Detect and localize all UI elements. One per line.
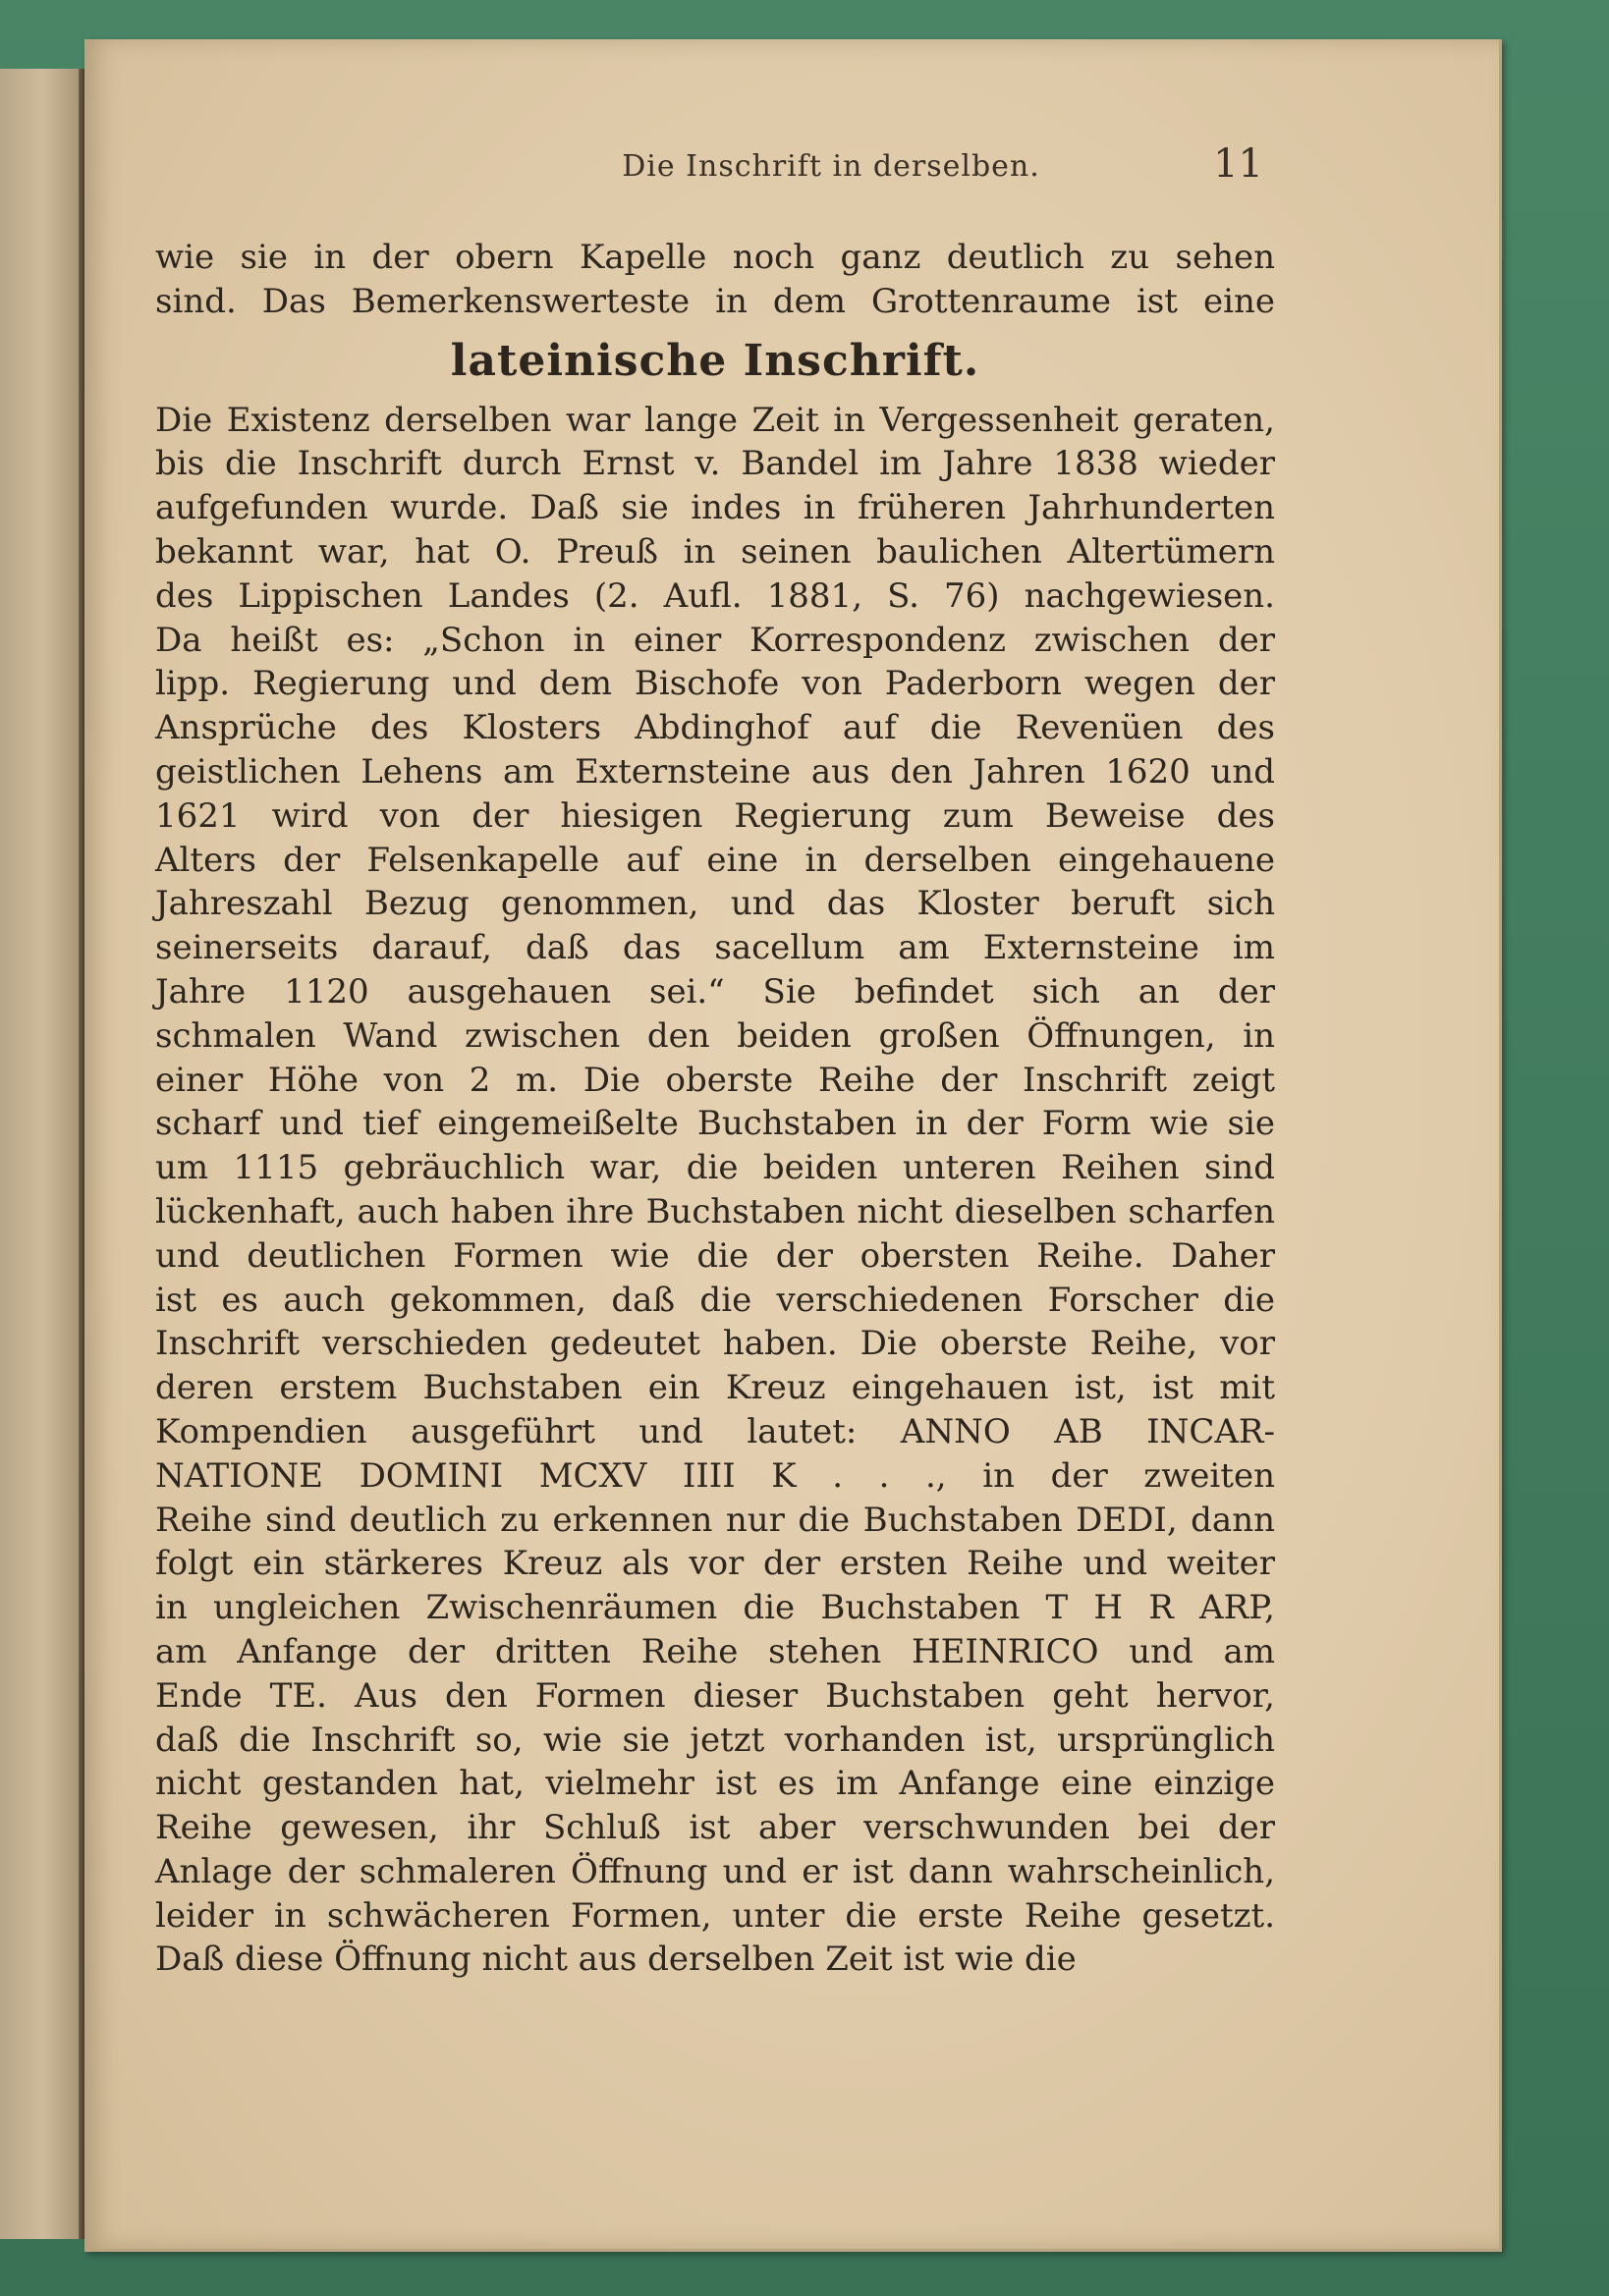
running-head: Die Inschrift in derselben. [622, 149, 1040, 184]
text-line: 1621 wird von der hiesigen Regierung zum Beweise des [155, 795, 1275, 836]
text-line: deren erstem Buchstaben ein Kreuz eingehauen ist, ist mit [155, 1368, 1275, 1408]
text-line: schmalen Wand zwischen den beiden großen Öffnungen, in [155, 1015, 1275, 1056]
text-line: sind. Das Bemerkenswerteste in dem Grottenraume ist eine [155, 281, 1275, 321]
previous-page-edge [0, 69, 81, 2239]
text-line: geistlichen Lehens am Externsteine aus den Jahren 1620 und [155, 751, 1275, 792]
text-line: folgt ein stärkeres Kreuz als vor der ersten Reihe und weiter [155, 1544, 1275, 1584]
text-line: Ende TE. Aus den Formen dieser Buchstaben geht hervor, [155, 1675, 1275, 1716]
text-line: Jahreszahl Bezug genommen, und das Kloster beruft sich [155, 884, 1275, 924]
text-line: um 1115 gebräuchlich war, die beiden unteren Reihen sind [155, 1148, 1275, 1188]
text-line: Inschrift verschieden gedeutet haben. Die oberste Reihe, vor [155, 1324, 1275, 1364]
text-line: einer Höhe von 2 m. Die oberste Reihe der Inschrift zeigt [155, 1060, 1275, 1100]
text-line: leider in schwächeren Formen, unter die erste Reihe gesetzt. [155, 1895, 1275, 1936]
text-line: ist es auch gekommen, daß die verschiedenen Forscher die [155, 1280, 1275, 1320]
text-line: Kompendien ausgeführt und lautet: ANNO AB INCAR- [155, 1411, 1275, 1451]
text-line: lipp. Regierung und dem Bischofe von Paderborn wegen der [155, 664, 1275, 704]
text-line: bis die Inschrift durch Ernst v. Bandel im Jahre 1838 wieder [155, 444, 1275, 484]
text-line: scharf und tief eingemeißelte Buchstaben in der Form wie sie [155, 1104, 1275, 1144]
text-line: aufgefunden wurde. Daß sie indes in früheren Jahrhunderten [155, 488, 1275, 528]
text-line: daß die Inschrift so, wie sie jetzt vorhanden ist, ursprünglich [155, 1720, 1275, 1760]
text-line: Reihe gewesen, ihr Schluß ist aber verschwunden bei der [155, 1808, 1275, 1848]
text-line: bekannt war, hat O. Preuß in seinen baulichen Altertümern [155, 531, 1275, 572]
text-line: lückenhaft, auch haben ihre Buchstaben nicht dieselben scharfen [155, 1191, 1275, 1231]
text-line: und deutlichen Formen wie die der obersten Reihe. Daher [155, 1235, 1275, 1276]
text-line: Daß diese Öffnung nicht aus derselben Zeit ist wie die [155, 1940, 1077, 1980]
text-line: des Lippischen Landes (2. Aufl. 1881, S. 76) nachgewiesen. [155, 575, 1275, 616]
text-line: NATIONE DOMINI MCXV IIII K . . ., in der zweiten [155, 1455, 1275, 1496]
text-line: Alters der Felsenkapelle auf eine in derselben eingehauene [155, 840, 1275, 880]
text-line: in ungleichen Zwischenräumen die Buchstaben T H R ARP, [155, 1588, 1275, 1628]
text-line: seinerseits darauf, daß das sacellum am Externsteine im [155, 928, 1275, 968]
text-line: Anlage der schmaleren Öffnung und er ist dann wahrscheinlich, [155, 1851, 1275, 1891]
section-heading: lateinische Inschrift. [450, 335, 980, 386]
text-line: wie sie in der obern Kapelle noch ganz deutlich zu sehen [155, 238, 1275, 277]
text-line: Da heißt es: „Schon in einer Korrespondenz zwischen der [155, 620, 1275, 660]
text-line: Ansprüche des Klosters Abdinghof auf die Revenüen des [155, 708, 1275, 748]
text-line: Reihe sind deutlich zu erkennen nur die Buchstaben DEDI, dann [155, 1500, 1275, 1540]
text-line: Die Existenz derselben war lange Zeit in Vergessenheit geraten, [155, 400, 1275, 440]
body-text [155, 236, 1275, 1982]
text-line: am Anfange der dritten Reihe stehen HEINRICO und am [155, 1631, 1275, 1671]
page-number: 11 [1213, 141, 1263, 187]
text-line: nicht gestanden hat, vielmehr ist es im Anfange eine einzige [155, 1764, 1275, 1804]
book-page [84, 39, 1502, 2252]
text-line: Jahre 1120 ausgehauen sei.“ Sie befindet sich an der [155, 971, 1275, 1011]
